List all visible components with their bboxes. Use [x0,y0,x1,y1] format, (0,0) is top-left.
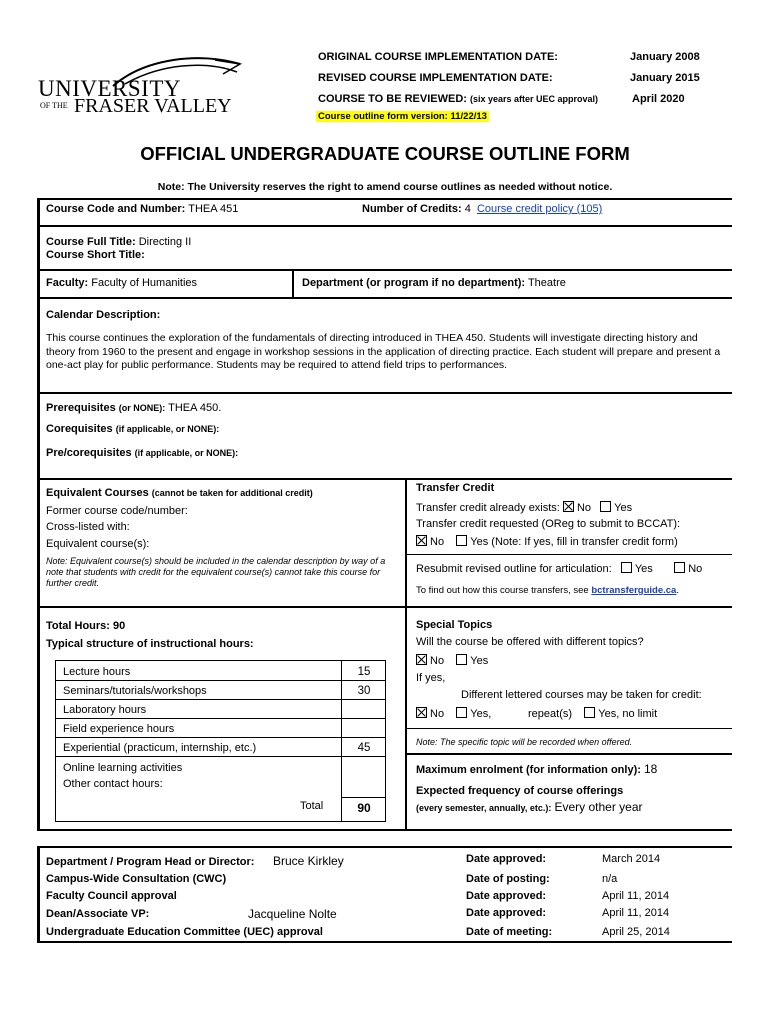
frequency-field: (every semester, annually, etc.): Every other year [416,800,643,814]
revised-date-label: REVISED COURSE IMPLEMENTATION DATE: [318,72,553,84]
lettered-no-limit-checkbox[interactable] [584,707,595,718]
divider [405,753,732,755]
hours-row: Field experience hours [55,720,385,738]
divider [341,797,386,798]
special-topics-row: No Yes [416,654,488,667]
divider [405,606,407,831]
approval-row-label: Dean/Associate VP: [46,908,150,920]
divider [292,269,294,297]
hours-row: Lecture hours 15 [55,663,385,681]
lettered-row: No Yes, repeat(s) Yes, no limit [416,707,657,720]
transfer-exists-row: Transfer credit already exists: No Yes [416,502,633,514]
orig-date-label: ORIGINAL COURSE IMPLEMENTATION DATE: [318,51,558,63]
divider [37,297,732,299]
calendar-description-label: Calendar Description: [46,309,161,321]
credit-policy-link[interactable]: Course credit policy (105) [476,203,603,215]
typical-structure-label: Typical structure of instructional hours: [46,638,254,650]
approval-row-date: April 11, 2014 [602,890,670,902]
logo-fraser-valley-text: FRASER VALLEY [74,95,232,117]
divider [37,198,732,200]
frequency-label: Expected frequency of course offerings [416,785,624,797]
transfer-requested-yes-checkbox[interactable] [456,535,467,546]
equivalent-courses-label: Equivalent Courses (cannot be taken for additional credit) [46,487,313,499]
divider [37,225,732,227]
divider [37,829,732,831]
special-topics-yes-checkbox[interactable] [456,654,467,665]
lettered-yes-checkbox[interactable] [456,707,467,718]
resubmit-yes-checkbox[interactable] [621,562,632,573]
review-date-label: COURSE TO BE REVIEWED: (six years after UEC approval) [318,93,599,105]
lettered-courses-label: Different lettered courses may be taken for credit: [461,689,702,701]
transfer-credit-label: Transfer Credit [416,482,495,494]
logo-of-the-text: OF THE [40,101,68,110]
orig-date-value: January 2008 [630,51,700,63]
bctransferguide-link[interactable]: bctransferguide.ca [591,585,677,596]
credits-field: Number of Credits: 4 Course credit policy (105) [362,203,603,215]
cross-listed-label: Cross-listed with: [46,521,130,533]
approval-row-date: April 25, 2014 [602,926,670,938]
max-enrolment-field: Maximum enrolment (for information only): 18 [416,762,658,776]
special-topics-note: Note: The specific topic will be recorded when offered. [416,737,633,747]
transfer-exists-yes-checkbox[interactable] [600,501,611,512]
divider [405,728,732,729]
transfer-requested-label: Transfer credit requested (OReg to submit to BCCAT): [416,518,681,530]
approval-row-label: Department / Program Head or Director: [46,856,255,868]
transfer-requested-row: No Yes (Note: If yes, fill in transfer credit form) [416,535,678,548]
review-date-value: April 2020 [632,93,685,105]
corequisites-field: Corequisites (if applicable, or NONE): [46,423,220,435]
if-yes-label: If yes, [416,672,446,684]
form-left-border [37,198,40,831]
form-version-label: Course outline form version: 11/22/13 [318,111,487,122]
hours-row: Seminars/tutorials/workshops 30 [55,682,385,700]
pre-corequisites-field: Pre/corequisites (if applicable, or NONE): [46,447,239,459]
former-course-label: Former course code/number: [46,505,188,517]
course-code-field: Course Code and Number: THEA 451 [46,203,239,215]
divider [37,846,732,848]
hours-total-value: 90 [357,801,371,815]
total-hours-field: Total Hours: 90 [46,620,126,632]
hours-total-label: Total [300,800,324,812]
page-title: OFFICIAL UNDERGRADUATE COURSE OUTLINE FORM [140,143,630,164]
approvals-left-border [37,846,40,942]
lettered-no-checkbox[interactable] [416,707,427,718]
divider [37,941,732,943]
resubmit-no-checkbox[interactable] [674,562,685,573]
approval-row-label: Faculty Council approval [46,890,177,902]
approval-row-date-label: Date approved: [466,853,547,865]
divider [37,606,732,608]
special-topics-label: Special Topics [416,619,493,631]
divider [37,269,732,271]
approval-row-label: Campus-Wide Consultation (CWC) [46,873,227,885]
approval-row-date-label: Date approved: [466,907,547,919]
approval-row-date-label: Date approved: [466,890,547,902]
approval-row-date: n/a [602,873,618,885]
approval-row-name: Bruce Kirkley [273,854,344,868]
faculty-field: Faculty: Faculty of Humanities [46,277,198,289]
short-title-label: Course Short Title: [46,249,145,261]
amendment-note: Note: The University reserves the right to amend course outlines as needed without notice. [157,181,613,193]
approval-row-date: March 2014 [602,853,661,865]
equivalent-course-label: Equivalent course(s): [46,538,150,550]
hours-row: Other contact hours: [63,778,163,790]
transfer-exists-no-checkbox[interactable] [563,501,574,512]
full-title-field: Course Full Title: Directing II [46,236,192,248]
logo-university-text: UNIVERSITY [38,76,181,101]
approval-row-date-label: Date of meeting: [466,926,553,938]
equivalent-note: Note: Equivalent course(s) should be included in the calendar description by way of a note that students with credit for the equivalent course(s) cannot take this course for further credit. [46,556,386,588]
hours-row: Online learning activities [63,762,183,774]
hours-row: Laboratory hours [55,701,385,719]
approval-row-label: Undergraduate Education Committee (UEC) approval [46,926,323,938]
revised-date-value: January 2015 [630,72,700,84]
special-topics-question: Will the course be offered with different topics? [416,636,644,648]
calendar-description-text: This course continues the exploration of the fundamentals of directing introduced in THEA 450. Students will investigate directing history and theory from 1960 to the present and engage in workshop sessions in the application of directing practice. Each student will prepare and present a one-act play for public performance. Students may be required to attend field trips to performances. [46,332,721,371]
approval-row-date-label: Date of posting: [466,873,550,885]
transfer-guide-row: To find out how this course transfers, see bctransferguide.ca. [416,585,679,596]
divider [37,392,732,394]
divider [405,554,732,555]
transfer-requested-no-checkbox[interactable] [416,535,427,546]
hours-row: Experiential (practicum, internship, etc.) 45 [55,739,385,757]
divider [405,478,407,606]
special-topics-no-checkbox[interactable] [416,654,427,665]
approval-row-date: April 11, 2014 [602,907,670,919]
approval-row-name: Jacqueline Nolte [248,907,337,921]
department-field: Department (or program if no department): Theatre [302,277,566,289]
divider [37,478,732,480]
resubmit-row: Resubmit revised outline for articulation: Yes No [416,563,703,575]
prerequisites-field: Prerequisites (or NONE): THEA 450. [46,402,222,414]
